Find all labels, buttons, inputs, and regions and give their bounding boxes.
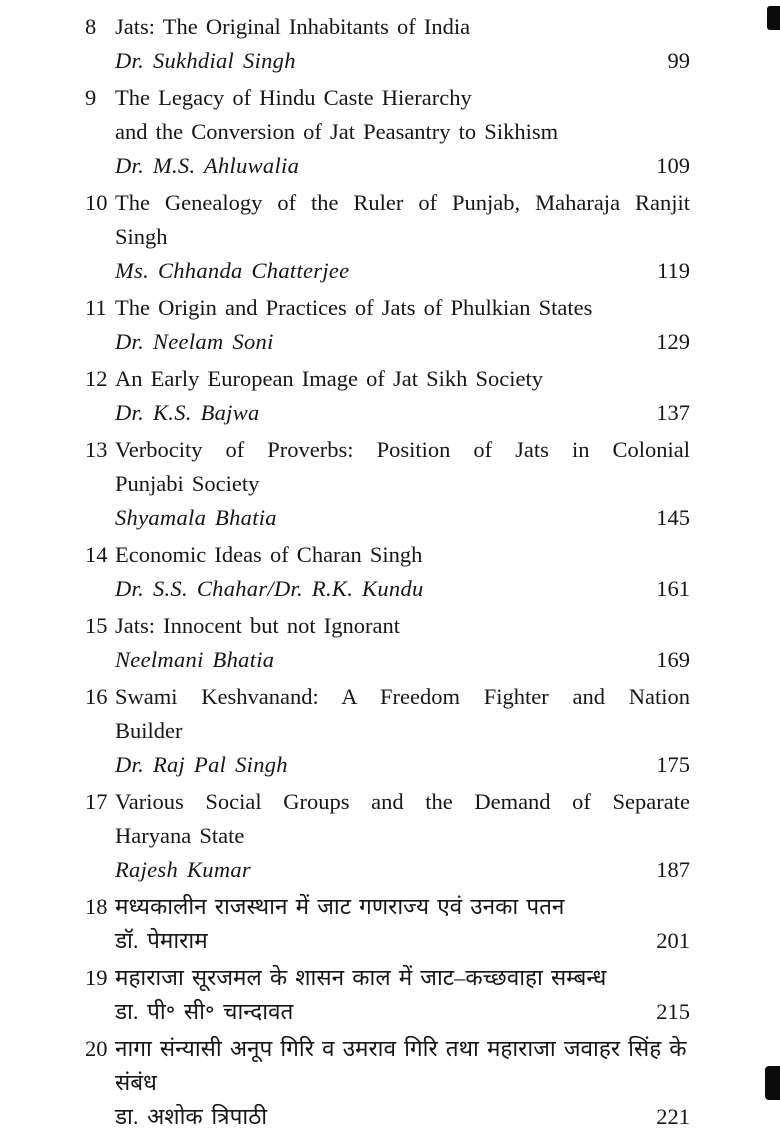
scan-artifact-bottom [765,1066,780,1100]
toc-entries [85,10,690,1134]
toc-entry [85,785,690,887]
entry-title-line: The Legacy of Hindu Caste Hierarchy [115,85,472,110]
entry-title [115,961,690,995]
entry-title-block [85,890,690,924]
entry-title-line: महाराजा सूरजमल के शासन काल में जाट–कच्छवाहा सम्बन्ध [115,965,607,990]
entry-author-row [85,853,690,887]
entry-title [115,609,690,643]
entry-page-number: 99 [667,48,690,73]
entry-author-row [85,924,690,958]
entry-title-line: Singh [115,224,168,249]
entry-page-number: 129 [656,329,690,354]
entry-title [115,186,690,254]
entry-page-number: 109 [656,153,690,178]
entry-page-number: 187 [656,857,690,882]
entry-author-row [85,396,690,430]
toc-entry [85,10,690,78]
entry-author-row [85,149,690,183]
entry-page-number: 169 [656,647,690,672]
entry-title-line: Verbocity of Proverbs: Position of Jats in Colonial [115,437,690,462]
entry-title [115,10,690,44]
toc-entry [85,609,690,677]
toc-entry [85,538,690,606]
entry-title-block [85,609,690,643]
entry-title-line: Various Social Groups and the Demand of Separate [115,789,690,814]
scan-artifact-top [767,6,780,30]
entry-number: 14 [85,542,108,567]
entry-title [115,362,690,396]
entry-title-block [85,961,690,995]
entry-number: 11 [85,295,107,320]
entry-author: Dr. Neelam Soni [115,329,274,354]
toc-entry [85,890,690,958]
entry-title-line: and the Conversion of Jat Peasantry to Sikhism [115,119,559,144]
entry-title [115,1032,690,1100]
entry-author-row [85,325,690,359]
entry-title-line: An Early European Image of Jat Sikh Society [115,366,544,391]
entry-author: Dr. Raj Pal Singh [115,752,288,777]
entry-title-line: Swami Keshvanand: A Freedom Fighter and Nation [115,684,690,709]
entry-title-block [85,186,690,254]
entry-title-block [85,680,690,748]
entry-title-block [85,81,690,149]
entry-title-line: Punjabi Society [115,471,260,496]
entry-title-block [85,785,690,853]
entry-number: 18 [85,894,108,919]
entry-author: डॉ. पेमाराम [115,928,208,953]
entry-number: 20 [85,1036,108,1061]
entry-title [115,433,690,501]
entry-title [115,680,690,748]
entry-author: Dr. S.S. Chahar/Dr. R.K. Kundu [115,576,424,601]
toc-entry [85,1032,690,1134]
entry-number: 13 [85,437,108,462]
entry-author-row [85,44,690,78]
entry-author: Dr. K.S. Bajwa [115,400,260,425]
entry-page-number: 201 [656,928,690,953]
entry-number: 16 [85,684,108,709]
entry-title-line: Economic Ideas of Charan Singh [115,542,423,567]
entry-author: Neelmani Bhatia [115,647,275,672]
entry-number: 19 [85,965,108,990]
entry-title [115,81,690,149]
entry-title [115,538,690,572]
entry-page-number: 137 [656,400,690,425]
entry-author-row [85,748,690,782]
entry-title [115,785,690,853]
entry-title-block [85,1032,690,1100]
entry-title-block [85,291,690,325]
entry-title-line: Haryana State [115,823,245,848]
entry-author: Dr. Sukhdial Singh [115,48,296,73]
toc-entry [85,362,690,430]
entry-page-number: 215 [656,999,690,1024]
entry-author: Rajesh Kumar [115,857,251,882]
entry-number: 15 [85,613,108,638]
entry-title [115,890,690,924]
entry-author-row [85,643,690,677]
entry-title-line: नागा संन्यासी अनूप गिरि व उमराव गिरि तथा महाराजा जवाहर सिंह के संबंध [115,1036,687,1095]
entry-title-line: मध्यकालीन राजस्थान में जाट गणराज्य एवं उनका पतन [115,894,565,919]
entry-author: डा. अशोक त्रिपाठी [115,1104,268,1129]
toc-entry [85,186,690,288]
entry-title-line: Builder [115,718,183,743]
entry-author: Shyamala Bhatia [115,505,277,530]
entry-page-number: 175 [656,752,690,777]
entry-page-number: 119 [657,258,690,283]
entry-number: 10 [85,190,108,215]
entry-author: Dr. M.S. Ahluwalia [115,153,300,178]
entry-author-row [85,501,690,535]
entry-number: 8 [85,14,97,39]
entry-title [115,291,690,325]
entry-page-number: 221 [656,1104,690,1129]
entry-title-line: The Origin and Practices of Jats of Phulkian States [115,295,593,320]
entry-title-block [85,362,690,396]
toc-entry [85,291,690,359]
entry-title-block [85,538,690,572]
toc-entry [85,961,690,1029]
entry-title-line: The Genealogy of the Ruler of Punjab, Maharaja Ranjit [115,190,690,215]
entry-author-row [85,1100,690,1134]
entry-number: 9 [85,85,97,110]
toc-entry [85,680,690,782]
entry-author-row [85,995,690,1029]
entry-page-number: 161 [656,576,690,601]
toc-entry [85,433,690,535]
entry-title-block [85,433,690,501]
entry-number: 12 [85,366,108,391]
entry-number: 17 [85,789,108,814]
entry-page-number: 145 [656,505,690,530]
entry-title-line: Jats: Innocent but not Ignorant [115,613,400,638]
entry-author-row [85,254,690,288]
entry-title-block [85,10,690,44]
entry-author-row [85,572,690,606]
entry-author: डा. पी॰ सी॰ चान्दावत [115,999,294,1024]
entry-author: Ms. Chhanda Chatterjee [115,258,350,283]
toc-entry [85,81,690,183]
entry-title-line: Jats: The Original Inhabitants of India [115,14,471,39]
